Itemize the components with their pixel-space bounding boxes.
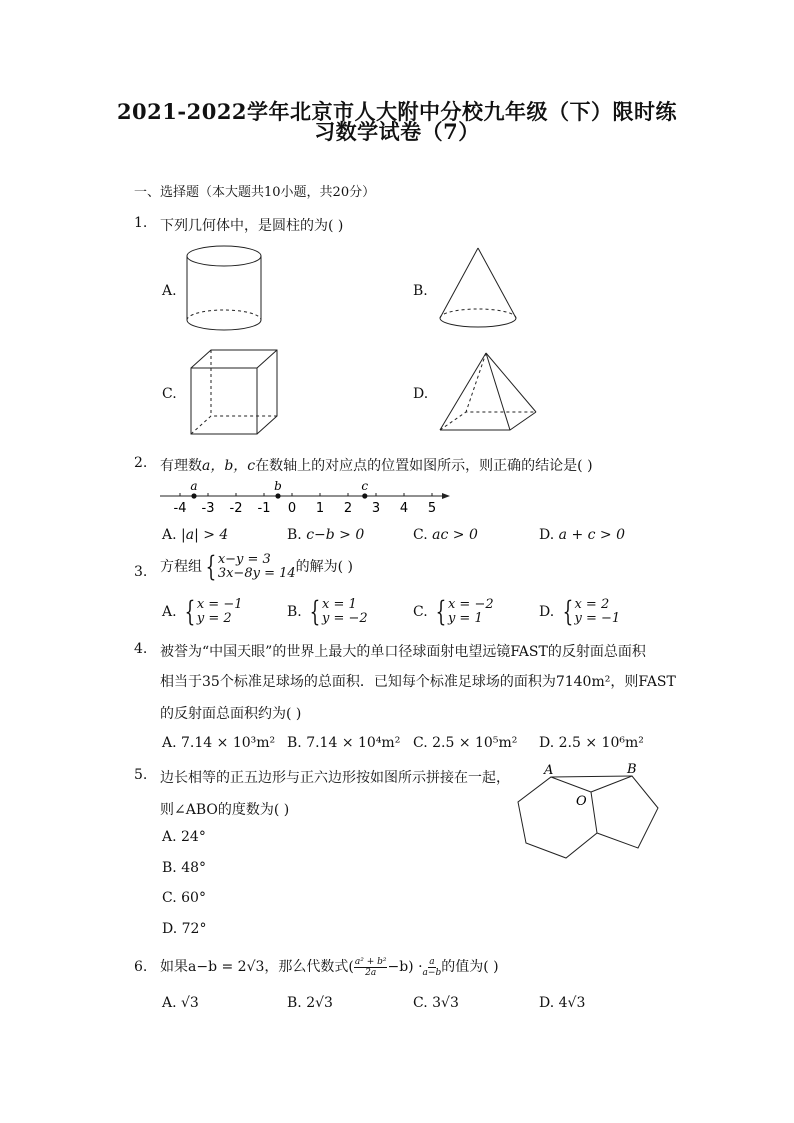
q5-option-b-text: 48° (181, 860, 207, 876)
q2-number: 2. (134, 455, 148, 471)
q1-option-a-label: A. (162, 283, 177, 299)
q3-text-post: 的解为( ) (295, 559, 354, 575)
q3-option-d-l1: x = 2 (574, 597, 610, 612)
q6-frac2-bot: a−b (422, 967, 442, 978)
number-line-tick-label: 0 (287, 501, 297, 516)
q5-option-a (162, 829, 206, 845)
q3-option-c-l1: x = −2 (447, 597, 494, 612)
number-line-point-label-b: b (274, 479, 282, 493)
q3-number: 3. (134, 564, 148, 580)
q5-option-d-text: 72° (181, 921, 207, 937)
q6-option-a-text: √3 (181, 995, 199, 1011)
q4-line2: 相当于35个标准足球场的总面积．已知每个标准足球场的面积为7140m²，则FAST (160, 674, 676, 690)
q3-text (160, 550, 354, 583)
number-line-tick-label: 2 (343, 501, 353, 516)
q6-option-b-text: 2√3 (306, 995, 333, 1011)
q3-option-c: C. { x = −2 y = 1 (413, 595, 494, 628)
number-line-tick-label: -4 (173, 501, 187, 516)
q3-option-c-l2: y = 1 (447, 611, 483, 626)
q4-option-d-label: D. (539, 735, 555, 751)
q4-number: 4. (134, 641, 148, 657)
q1-number: 1. (134, 215, 148, 231)
q2-option-c-text: ac > 0 (432, 527, 478, 543)
q6-frac1-bot: 2a (365, 967, 377, 978)
q4-option-c-text: 2.5 × 10⁵m² (432, 735, 518, 751)
q5-option-c (162, 890, 206, 906)
section-heading: 一、选择题（本大题共10小题，共20分） (134, 185, 376, 200)
point-label-b: B (627, 762, 637, 777)
q3-eq1: x−y = 3 (217, 552, 271, 567)
pyramid-figure (438, 350, 542, 436)
q6-text-post: 的值为( ) (441, 959, 499, 975)
q1-option-b-label: B. (413, 283, 428, 299)
q3-option-b-l2: y = −2 (322, 611, 368, 626)
q3-option-c-label: C. (413, 604, 428, 620)
number-line-tick-label: 4 (399, 501, 409, 516)
cube-figure (188, 346, 280, 438)
q6-option-c-text: 3√3 (432, 995, 459, 1011)
q6-option-a (162, 995, 199, 1011)
q5-option-d (162, 921, 206, 937)
number-line-tick-label: 1 (315, 501, 325, 516)
q5-number: 5. (134, 767, 148, 783)
q3-option-a-label: A. (162, 604, 177, 620)
number-line-point-b (275, 493, 280, 498)
number-line (160, 476, 452, 516)
q1-text: 下列几何体中，是圆柱的为( ) (160, 218, 344, 234)
q1-option-c-label: C. (162, 386, 177, 402)
q2-option-a-text: |a| > 4 (181, 527, 229, 543)
q4-line3: 的反射面总面积约为( ) (160, 706, 302, 722)
number-line-point-label-c: c (361, 479, 369, 493)
q2-option-b-text: c−b > 0 (306, 527, 365, 543)
q4-option-b-label: B. (287, 735, 302, 751)
q6-text-pre: 如果a−b = 2√3，那么代数式( (160, 959, 354, 975)
q4-option-a-text: 7.14 × 10³m² (181, 735, 276, 751)
number-line-tick-label: -3 (201, 501, 215, 516)
number-line-tick-label: -2 (229, 501, 243, 516)
cone-figure (438, 246, 520, 330)
q5-line2: 则∠ABO的度数为( ) (160, 802, 290, 818)
q4-option-c (413, 735, 517, 751)
q5-option-b-label: B. (162, 860, 177, 876)
q5-option-c-text: 60° (181, 890, 206, 906)
page-title-line1: 2021-2022学年北京市人大附中分校九年级（下）限时练 (116, 99, 678, 124)
q3-option-b-l1: x = 1 (322, 597, 357, 612)
q5-option-c-label: C. (162, 890, 177, 906)
number-line-tick-label: 5 (427, 501, 437, 516)
q1-option-d-label: D. (413, 386, 429, 402)
number-line-tick-label: 3 (371, 501, 381, 516)
q6-option-d-text: 4√3 (558, 995, 586, 1011)
q2-option-b-label: B. (287, 527, 302, 543)
number-line-arrow (442, 493, 450, 499)
cylinder-figure (186, 244, 266, 334)
point-label-o: O (576, 794, 587, 809)
q2-option-c (413, 527, 478, 543)
q6-option-b (287, 995, 333, 1011)
q6-option-c-label: C. (413, 995, 428, 1011)
q2-text-post: 在数轴上的对应点的位置如图所示，则正确的结论是( ) (255, 458, 593, 474)
q6-fraction-1 (354, 957, 388, 978)
pentagon-hexagon-figure (510, 762, 670, 866)
q4-option-a (162, 735, 275, 751)
q2-option-d-text: a + c > 0 (558, 527, 625, 543)
q2-option-d-label: D. (539, 527, 555, 543)
q3-eq2: 3x−8y = 14 (217, 566, 296, 581)
q6-option-a-label: A. (162, 995, 177, 1011)
q3-option-d-l2: y = −1 (574, 611, 621, 626)
page-title-line2: 习数学试卷（7） (314, 119, 480, 144)
q3-option-a: A. { x = −1 y = 2 (162, 595, 243, 628)
q2-text-vars: a，b，c (202, 458, 256, 474)
q2-option-b (287, 527, 364, 543)
q4-option-b-text: 7.14 × 10⁴m² (306, 735, 401, 751)
q6-frac2-top: a (429, 956, 435, 967)
q3-option-a-l1: x = −1 (196, 597, 243, 612)
q5-option-b (162, 860, 206, 876)
q4-option-d-text: 2.5 × 10⁶m² (558, 735, 644, 751)
q4-option-d (539, 735, 644, 751)
q6-option-c (413, 995, 459, 1011)
q3-option-b-label: B. (287, 604, 302, 620)
q3-option-a-l2: y = 2 (196, 611, 232, 626)
q3-option-d-label: D. (539, 604, 555, 620)
q6-text (160, 956, 499, 978)
q6-option-b-label: B. (287, 995, 302, 1011)
q2-option-d (539, 527, 625, 543)
q4-option-b (287, 735, 400, 751)
q3-option-d: D. { x = 2 y = −1 (539, 595, 621, 628)
q3-equation-system: { x−y = 3 3x−8y = 14 (205, 550, 296, 583)
q6-number: 6. (134, 959, 148, 975)
q6-frac1-top: a² + b² (354, 956, 387, 967)
q6-option-d (539, 995, 585, 1011)
q6-text-mid: −b) · (387, 959, 423, 975)
number-line-point-label-a: a (190, 479, 198, 493)
q2-text (160, 455, 593, 475)
q5-option-d-label: D. (162, 921, 178, 937)
q4-option-a-label: A. (162, 735, 177, 751)
q2-text-pre: 有理数 (160, 458, 202, 474)
q3-option-b: B. { x = 1 y = −2 (287, 595, 368, 628)
number-line-tick-label: -1 (257, 501, 271, 516)
q6-fraction-2 (423, 957, 442, 978)
q4-line1: 被誉为“中国天眼”的世界上最大的单口径球面射电望远镜FAST的反射面总面积 (160, 644, 646, 660)
point-label-a: A (544, 763, 554, 778)
number-line-point-c (362, 493, 367, 498)
q2-option-c-label: C. (413, 527, 428, 543)
q2-option-a-label: A. (162, 527, 177, 543)
q4-option-c-label: C. (413, 735, 428, 751)
q5-line1: 边长相等的正五边形与正六边形按如图所示拼接在一起， (160, 770, 510, 786)
q6-option-d-label: D. (539, 995, 555, 1011)
q2-option-a (162, 527, 228, 543)
q5-option-a-text: 24° (181, 829, 206, 845)
q3-text-pre: 方程组 (160, 559, 202, 575)
q5-option-a-label: A. (162, 829, 177, 845)
number-line-point-a (191, 493, 196, 498)
